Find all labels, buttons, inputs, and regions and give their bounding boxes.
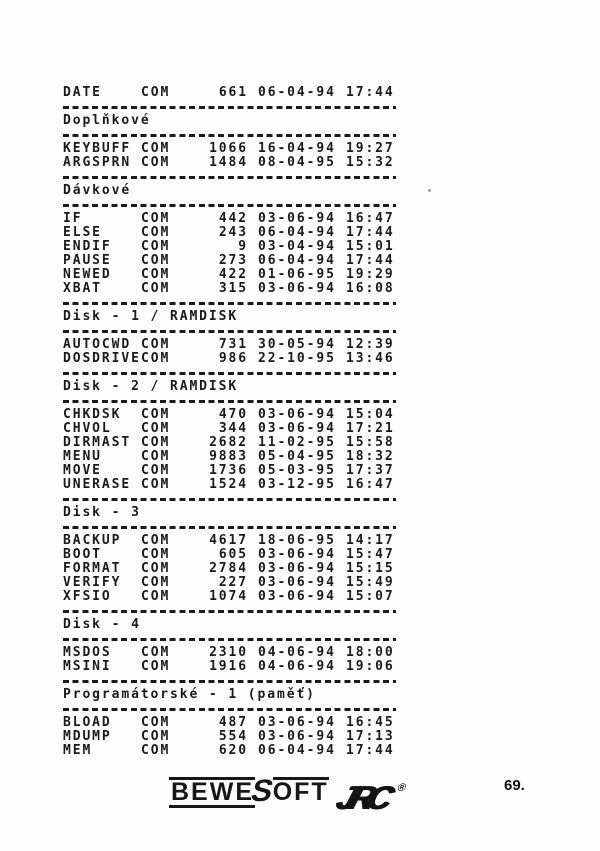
file-time: 15:15	[346, 561, 395, 576]
file-row	[63, 422, 399, 436]
file-date: 05-04-95	[258, 449, 336, 464]
file-ext: COM	[141, 547, 171, 562]
file-size: 344	[218, 421, 248, 436]
file-name: AUTOCWD	[63, 337, 132, 352]
file-row	[63, 408, 399, 422]
file-ext: COM	[141, 351, 171, 366]
file-time: 15:47	[346, 547, 395, 562]
file-name: BACKUP	[63, 533, 122, 548]
file-row	[63, 268, 399, 282]
file-name: ENDIF	[63, 239, 112, 254]
file-time: 16:47	[346, 211, 395, 226]
file-name: IF	[63, 211, 83, 226]
separator	[63, 324, 399, 338]
file-size: 731	[218, 337, 248, 352]
file-listing	[63, 86, 399, 758]
file-size: 243	[218, 225, 248, 240]
separator	[63, 296, 399, 310]
separator	[63, 170, 399, 184]
file-date: 03-06-94	[258, 211, 336, 226]
jrc-logo	[333, 772, 411, 814]
file-ext: COM	[141, 85, 171, 100]
section-title: Doplňkové	[63, 113, 151, 128]
file-time: 19:27	[346, 141, 395, 156]
dashed-divider	[63, 106, 396, 109]
file-date: 03-06-94	[258, 547, 336, 562]
file-time: 16:45	[346, 715, 395, 730]
file-date: 03-06-94	[258, 715, 336, 730]
file-name: CHKDSK	[63, 407, 122, 422]
file-row	[63, 254, 399, 268]
bewesoft-logo-s: S	[247, 773, 278, 808]
file-size: 1066	[209, 141, 248, 156]
file-date: 22-10-95	[258, 351, 336, 366]
file-size: 9883	[209, 449, 248, 464]
file-size: 422	[218, 267, 248, 282]
file-date: 06-04-94	[258, 743, 336, 758]
file-size: 605	[218, 547, 248, 562]
file-ext: COM	[141, 715, 171, 730]
page-number: 69.	[504, 777, 525, 794]
file-size: 470	[218, 407, 248, 422]
file-ext: COM	[141, 155, 171, 170]
file-name: FORMAT	[63, 561, 122, 576]
separator	[63, 632, 399, 646]
section-title: Disk - 3	[63, 505, 141, 520]
file-size: 227	[218, 575, 248, 590]
dashed-divider	[63, 134, 396, 137]
file-time: 16:08	[346, 281, 395, 296]
file-ext: COM	[141, 645, 171, 660]
file-time: 17:44	[346, 225, 395, 240]
file-date: 03-04-94	[258, 239, 336, 254]
section-title: Programátorské - 1 (paměť)	[63, 687, 316, 702]
file-time: 17:13	[346, 729, 395, 744]
file-name: CHVOL	[63, 421, 112, 436]
separator	[63, 674, 399, 688]
separator	[63, 492, 399, 506]
file-date: 30-05-94	[258, 337, 336, 352]
file-ext: COM	[141, 281, 171, 296]
bewesoft-logo	[169, 773, 329, 808]
file-name: PAUSE	[63, 253, 112, 268]
dashed-divider	[63, 400, 396, 403]
file-name: DOSDRIVE	[63, 351, 141, 366]
file-time: 13:46	[346, 351, 395, 366]
file-ext: COM	[141, 477, 171, 492]
file-date: 11-02-95	[258, 435, 336, 450]
file-row	[63, 534, 399, 548]
file-ext: COM	[141, 141, 171, 156]
file-date: 05-03-95	[258, 463, 336, 478]
file-ext: COM	[141, 337, 171, 352]
file-row	[63, 86, 399, 100]
file-ext: COM	[141, 729, 171, 744]
file-time: 15:01	[346, 239, 395, 254]
separator	[63, 604, 399, 618]
dashed-divider	[63, 176, 396, 179]
file-date: 06-04-94	[258, 85, 336, 100]
file-name: MEM	[63, 743, 93, 758]
file-row	[63, 142, 399, 156]
file-time: 18:32	[346, 449, 395, 464]
separator	[63, 128, 399, 142]
file-time: 17:44	[346, 85, 395, 100]
file-size: 1916	[209, 659, 248, 674]
file-time: 15:04	[346, 407, 395, 422]
dashed-divider	[63, 526, 396, 529]
file-size: 661	[218, 85, 248, 100]
file-name: XFSIO	[63, 589, 112, 604]
separator	[63, 702, 399, 716]
file-size: 2784	[209, 561, 248, 576]
file-ext: COM	[141, 421, 171, 436]
file-date: 16-04-94	[258, 141, 336, 156]
file-row	[63, 464, 399, 478]
file-time: 15:32	[346, 155, 395, 170]
file-ext: COM	[141, 449, 171, 464]
file-date: 03-06-94	[258, 575, 336, 590]
file-size: 315	[218, 281, 248, 296]
file-name: NEWED	[63, 267, 112, 282]
dashed-divider	[63, 708, 396, 711]
file-time: 12:39	[346, 337, 395, 352]
file-time: 15:07	[346, 589, 395, 604]
file-ext: COM	[141, 561, 171, 576]
section-title: Dávkové	[63, 183, 132, 198]
file-date: 08-04-95	[258, 155, 336, 170]
file-date: 03-06-94	[258, 589, 336, 604]
file-name: BLOAD	[63, 715, 112, 730]
file-name: DIRMAST	[63, 435, 132, 450]
bewesoft-logo-right: OFT	[272, 778, 329, 806]
file-name: MSDOS	[63, 645, 112, 660]
file-row	[63, 660, 399, 674]
file-row	[63, 478, 399, 492]
file-ext: COM	[141, 463, 171, 478]
file-row	[63, 548, 399, 562]
dashed-divider	[63, 330, 396, 333]
file-time: 16:47	[346, 477, 395, 492]
section-title: Disk - 4	[63, 617, 141, 632]
file-size: 1484	[209, 155, 248, 170]
file-time: 15:49	[346, 575, 395, 590]
file-time: 15:58	[346, 435, 395, 450]
file-size: 487	[218, 715, 248, 730]
file-row	[63, 716, 399, 730]
file-size: 1524	[209, 477, 248, 492]
file-row	[63, 226, 399, 240]
file-time: 17:37	[346, 463, 395, 478]
file-size: 273	[218, 253, 248, 268]
registered-trademark-icon: ®	[395, 782, 408, 794]
file-row	[63, 240, 399, 254]
file-ext: COM	[141, 239, 171, 254]
section-title: Disk - 1 / RAMDISK	[63, 309, 239, 324]
separator	[63, 198, 399, 212]
file-time: 19:29	[346, 267, 395, 282]
file-ext: COM	[141, 211, 171, 226]
file-date: 01-06-95	[258, 267, 336, 282]
file-row	[63, 562, 399, 576]
file-row	[63, 436, 399, 450]
file-ext: COM	[141, 743, 171, 758]
file-name: MOVE	[63, 463, 102, 478]
file-row	[63, 646, 399, 660]
scan-speck	[428, 189, 431, 192]
file-row	[63, 730, 399, 744]
file-row	[63, 590, 399, 604]
file-time: 18:00	[346, 645, 395, 660]
file-time: 14:17	[346, 533, 395, 548]
file-date: 03-12-95	[258, 477, 336, 492]
separator	[63, 100, 399, 114]
file-name: XBAT	[63, 281, 102, 296]
file-time: 17:44	[346, 743, 395, 758]
file-row	[63, 576, 399, 590]
file-size: 620	[218, 743, 248, 758]
separator	[63, 394, 399, 408]
file-name: ELSE	[63, 225, 102, 240]
dashed-divider	[63, 680, 396, 683]
separator	[63, 520, 399, 534]
file-name: KEYBUFF	[63, 141, 132, 156]
separator	[63, 366, 399, 380]
file-date: 06-04-94	[258, 253, 336, 268]
file-date: 04-06-94	[258, 645, 336, 660]
dashed-divider	[63, 610, 396, 613]
dashed-divider	[63, 638, 396, 641]
file-row	[63, 744, 399, 758]
file-date: 03-06-94	[258, 561, 336, 576]
file-date: 03-06-94	[258, 729, 336, 744]
file-size: 2310	[209, 645, 248, 660]
file-row	[63, 352, 399, 366]
dashed-divider	[63, 498, 396, 501]
file-size: 4617	[209, 533, 248, 548]
file-name: DATE	[63, 85, 102, 100]
file-row	[63, 282, 399, 296]
file-time: 17:44	[346, 253, 395, 268]
file-size: 986	[218, 351, 248, 366]
file-name: MDUMP	[63, 729, 112, 744]
file-name: BOOT	[63, 547, 102, 562]
file-ext: COM	[141, 253, 171, 268]
file-ext: COM	[141, 575, 171, 590]
file-size: 442	[218, 211, 248, 226]
file-date: 04-06-94	[258, 659, 336, 674]
file-size: 1074	[209, 589, 248, 604]
file-date: 03-06-94	[258, 421, 336, 436]
file-ext: COM	[141, 435, 171, 450]
file-ext: COM	[141, 225, 171, 240]
file-date: 03-06-94	[258, 281, 336, 296]
file-row	[63, 450, 399, 464]
file-size: 2682	[209, 435, 248, 450]
dashed-divider	[63, 372, 396, 375]
file-name: MENU	[63, 449, 102, 464]
file-row	[63, 338, 399, 352]
file-name: VERIFY	[63, 575, 122, 590]
file-name: ARGSPRN	[63, 155, 132, 170]
dashed-divider	[63, 204, 396, 207]
file-time: 19:06	[346, 659, 395, 674]
file-ext: COM	[141, 533, 171, 548]
file-row	[63, 156, 399, 170]
dashed-divider	[63, 302, 396, 305]
file-name: UNERASE	[63, 477, 132, 492]
file-ext: COM	[141, 589, 171, 604]
file-date: 18-06-95	[258, 533, 336, 548]
bewesoft-logo-left: BEWE	[171, 778, 254, 806]
file-time: 17:21	[346, 421, 395, 436]
section-title: Disk - 2 / RAMDISK	[63, 379, 239, 394]
file-size: 1736	[209, 463, 248, 478]
jrc-logo-text: JRC	[332, 779, 393, 816]
file-date: 06-04-94	[258, 225, 336, 240]
file-name: MSINI	[63, 659, 112, 674]
file-ext: COM	[141, 267, 171, 282]
file-date: 03-06-94	[258, 407, 336, 422]
file-size: 9	[238, 239, 248, 254]
file-row	[63, 212, 399, 226]
file-ext: COM	[141, 407, 171, 422]
file-size: 554	[218, 729, 248, 744]
file-ext: COM	[141, 659, 171, 674]
